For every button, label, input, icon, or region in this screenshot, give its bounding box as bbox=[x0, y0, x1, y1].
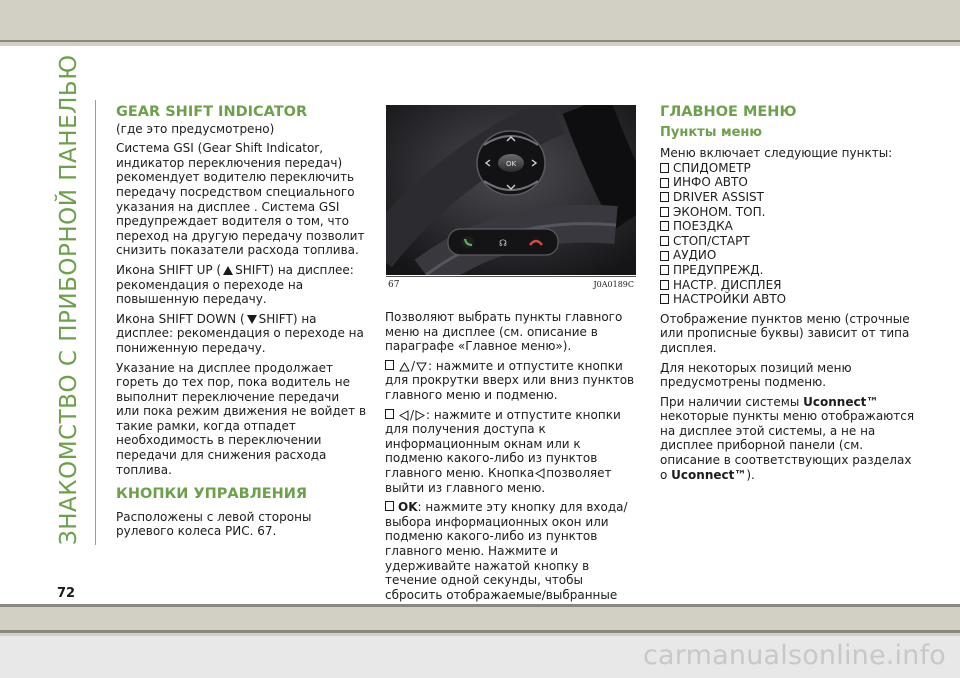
outline-right-arrow-icon bbox=[415, 410, 425, 421]
menu-item-label: АУДИО bbox=[673, 248, 717, 263]
figure-caption bbox=[386, 280, 636, 292]
outline-down-arrow-icon bbox=[416, 362, 427, 372]
submenu-note: Для некоторых позиций меню предусмотрены подменю. bbox=[660, 360, 852, 390]
menu-item-label: СТОП/СТАРТ bbox=[673, 233, 750, 248]
steering-wheel-photo bbox=[386, 105, 636, 275]
checkbox-icon bbox=[660, 192, 669, 202]
column-middle bbox=[385, 310, 637, 622]
uconnect-end: ). bbox=[746, 467, 755, 482]
bottom-band-line-2 bbox=[0, 630, 960, 633]
checkbox-icon bbox=[660, 163, 669, 173]
top-band-line bbox=[0, 40, 960, 42]
ok-text: : нажмите эту кнопку для входа/выбора информационных окон или подменю какого-либо из пунктов главного меню. Нажмите и удерживайте нажатой кнопку в течение одной секунды, чтобы сбросить отображаемые/выбранные bbox=[385, 500, 628, 602]
menu-item bbox=[660, 219, 915, 234]
menu-item-label: СПИДОМЕТР bbox=[673, 160, 751, 175]
heading-main-menu: ГЛАВНОЕ МЕНЮ bbox=[660, 104, 797, 120]
menu-item-label: DRIVER ASSIST bbox=[673, 189, 764, 204]
svg-text:☊: ☊ bbox=[499, 239, 507, 249]
checkbox-icon bbox=[660, 236, 669, 246]
shift-down-paragraph bbox=[116, 312, 366, 356]
figure-code: J0A0189C bbox=[593, 280, 634, 289]
ok-label: OK bbox=[398, 500, 418, 515]
column-left bbox=[116, 105, 366, 544]
bottom-band bbox=[0, 604, 960, 636]
left-right-text: : нажмите и отпустите кнопки для получения доступа к информационным окнам или к подменю какого-либо из пунктов главного меню. Кнопка bbox=[385, 407, 621, 480]
menu-item-label: НАСТР. ДИСПЛЕЯ bbox=[673, 277, 782, 292]
checkbox-icon bbox=[660, 251, 669, 261]
menu-item bbox=[660, 263, 915, 278]
column-right bbox=[660, 105, 915, 487]
outline-up-arrow-icon bbox=[399, 362, 410, 372]
uconnect-mid: некоторые пункты меню отображаются на дисплее этой системы, а не на дисплее приборной панели (см. описание в соответствующих разделах о bbox=[660, 409, 915, 482]
outline-left-arrow-icon bbox=[535, 468, 545, 479]
page-number: 72 bbox=[57, 586, 76, 601]
side-divider bbox=[95, 100, 96, 545]
checkbox-icon bbox=[660, 178, 669, 188]
menu-item bbox=[660, 234, 915, 249]
menu-item bbox=[660, 248, 915, 263]
ok-paragraph bbox=[385, 500, 637, 617]
checkbox-icon bbox=[660, 265, 669, 275]
shift-down-text-post: SHIFT) на дисплее: рекомендация о переходе на пониженную передачу. bbox=[116, 311, 364, 355]
menu-item bbox=[660, 205, 915, 220]
steering-wheel-illustration bbox=[386, 105, 636, 275]
subheading-menu-items: Пункты меню bbox=[660, 124, 763, 140]
menu-items-list bbox=[660, 161, 915, 307]
gsi-display-note: Указание на дисплее продолжает гореть до тех пор, пока водитель не выполнит переключение передачи или пока режим движения не войдет в такие рамки, когда отпадет необходимость в переключении передачи для снижения расхода топлива. bbox=[116, 360, 367, 477]
menu-item-label: ЭКОНОМ. ТОП. bbox=[673, 204, 766, 219]
figure-caption-rule bbox=[386, 276, 636, 277]
exit-menu-text: позволяет выйти из главного меню. bbox=[385, 465, 612, 495]
menu-item-label: НАСТРОЙКИ АВТО bbox=[673, 292, 787, 307]
checkbox-icon bbox=[385, 409, 394, 419]
svg-text:OK: OK bbox=[505, 160, 517, 168]
menu-item-label: ПРЕДУПРЕЖД. bbox=[673, 262, 764, 277]
section-side-title: ЗНАКОМСТВО С ПРИБОРНОЙ ПАНЕЛЬЮ bbox=[56, 54, 82, 545]
menu-buttons-cluster bbox=[477, 131, 545, 195]
shift-up-paragraph bbox=[116, 263, 366, 307]
top-band bbox=[0, 0, 960, 46]
menu-case-note: Отображение пунктов меню (строчные или прописные буквы) зависит от типа дисплея. bbox=[660, 311, 910, 355]
uconnect-brand: Uconnect™ bbox=[803, 394, 879, 409]
controls-location: Расположены с левой стороны рулевого колеса РИС. 67. bbox=[116, 509, 312, 539]
shift-up-icon bbox=[223, 266, 233, 275]
menu-item bbox=[660, 190, 915, 205]
checkbox-icon bbox=[660, 280, 669, 290]
shift-down-icon bbox=[247, 315, 257, 324]
heading-gear-shift: GEAR SHIFT INDICATOR bbox=[116, 104, 308, 120]
menu-item bbox=[660, 278, 915, 293]
menu-item bbox=[660, 292, 915, 307]
checkbox-icon bbox=[385, 360, 394, 370]
uconnect-pre: При наличии системы bbox=[660, 394, 800, 409]
shift-up-text-post: SHIFT) на дисплее: рекомендация о переходе на повышенную передачу. bbox=[116, 262, 354, 307]
watermark: carmanualsonline.info bbox=[643, 640, 946, 671]
shift-up-text-pre: Икона SHIFT UP ( bbox=[116, 262, 222, 277]
checkbox-icon bbox=[385, 501, 394, 511]
up-down-text: : нажмите и отпустите кнопки для прокрутки вверх или вниз пунктов главного меню и подменю. bbox=[385, 358, 635, 402]
checkbox-icon bbox=[660, 221, 669, 231]
checkbox-icon bbox=[660, 207, 669, 217]
checkbox-icon bbox=[660, 294, 669, 304]
menu-intro: Меню включает следующие пункты: bbox=[660, 146, 893, 161]
left-right-paragraph: / : нажмите и отпустите кнопки для получения доступа к информационным окнам или к подменю какого-либо из пунктов главного меню. Кнопка позволяет выйти из главного меню. bbox=[385, 407, 621, 495]
phone-buttons-cluster bbox=[448, 229, 558, 255]
heading-controls: КНОПКИ УПРАВЛЕНИЯ bbox=[116, 486, 308, 503]
shift-down-text-pre: Икона SHIFT DOWN ( bbox=[116, 311, 245, 326]
uconnect-brand-2: Uconnect™ bbox=[671, 467, 747, 482]
uconnect-paragraph bbox=[660, 395, 915, 483]
buttons-intro: Позволяют выбрать пункты главного меню на дисплее (см. описание в параграфе «Главное меню»). bbox=[385, 310, 623, 354]
menu-item-label: ПОЕЗДКА bbox=[673, 219, 733, 234]
menu-item-label: ИНФО АВТО bbox=[673, 175, 748, 190]
figure-number: 67 bbox=[388, 280, 400, 290]
gsi-note: (где это предусмотрено) bbox=[116, 121, 275, 136]
menu-item bbox=[660, 175, 915, 190]
gsi-description: Система GSI (Gear Shift Indicator, индикатор переключения передач) рекомендует водителю переключить передачу посредством специального указания на дисплее . Система GSI предупреждает водителя о том, что переход на другую передачу позволит снизить показатели расхода топлива. bbox=[116, 141, 365, 258]
bottom-band-line bbox=[0, 604, 960, 607]
up-down-paragraph: / : нажмите и отпустите кнопки для прокрутки вверх или вниз пунктов главного меню и подменю. bbox=[385, 358, 635, 402]
outline-left-arrow-icon bbox=[399, 410, 409, 421]
menu-item bbox=[660, 161, 915, 176]
